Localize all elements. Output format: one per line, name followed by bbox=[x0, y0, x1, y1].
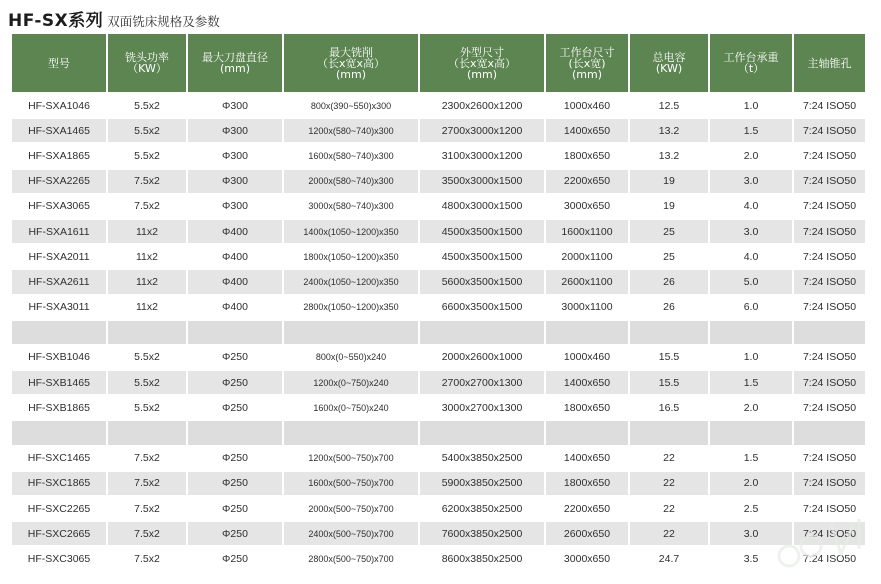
table-cell bbox=[12, 321, 106, 344]
table-row bbox=[12, 522, 865, 545]
table-cell: 4.0 bbox=[710, 195, 792, 218]
table-cell: 22 bbox=[630, 497, 708, 520]
table-cell: 13.2 bbox=[630, 119, 708, 142]
table-cell: 13.2 bbox=[630, 144, 708, 167]
spec-table bbox=[10, 32, 867, 573]
table-cell: 3100x3000x1200 bbox=[420, 144, 544, 167]
table-cell: 2.0 bbox=[710, 144, 792, 167]
separator-row bbox=[12, 421, 865, 444]
table-cell: Φ250 bbox=[188, 447, 282, 470]
table-cell bbox=[546, 421, 628, 444]
column-header bbox=[284, 34, 418, 92]
table-cell: 1600x1100 bbox=[546, 220, 628, 243]
table-cell: 2200x650 bbox=[546, 170, 628, 193]
table-cell: 5900x3850x2500 bbox=[420, 472, 544, 495]
table-cell: 6200x3850x2500 bbox=[420, 497, 544, 520]
column-header-line: (KW) bbox=[655, 62, 683, 75]
table-cell: Φ300 bbox=[188, 144, 282, 167]
table-cell: 3000x2700x1300 bbox=[420, 396, 544, 419]
table-row bbox=[12, 170, 865, 193]
table-row bbox=[12, 396, 865, 419]
column-header-line: （长x宽x高） bbox=[447, 56, 517, 70]
table-cell: 26 bbox=[630, 296, 708, 319]
table-row bbox=[12, 472, 865, 495]
table-cell: 7:24 ISO50 bbox=[794, 547, 865, 570]
table-cell: 7.5x2 bbox=[108, 447, 186, 470]
table-cell: 2000x(580~740)x300 bbox=[284, 170, 418, 193]
table-cell: 7:24 ISO50 bbox=[794, 195, 865, 218]
table-cell: HF-SXB1465 bbox=[12, 371, 106, 394]
table-cell bbox=[794, 421, 865, 444]
table-cell: 1.0 bbox=[710, 94, 792, 117]
table-cell: 1200x(580~740)x300 bbox=[284, 119, 418, 142]
table-cell: 1600x(580~740)x300 bbox=[284, 144, 418, 167]
table-cell: Φ250 bbox=[188, 371, 282, 394]
table-cell: 6600x3500x1500 bbox=[420, 296, 544, 319]
table-cell: 5.5x2 bbox=[108, 119, 186, 142]
table-cell: 15.5 bbox=[630, 346, 708, 369]
table-cell: 19 bbox=[630, 195, 708, 218]
table-cell: 7:24 ISO50 bbox=[794, 522, 865, 545]
table-cell: 3000x650 bbox=[546, 195, 628, 218]
table-cell: 1400x650 bbox=[546, 119, 628, 142]
table-cell bbox=[284, 421, 418, 444]
table-cell: 4500x3500x1500 bbox=[420, 245, 544, 268]
table-row bbox=[12, 195, 865, 218]
table-cell: 1200x(0~750)x240 bbox=[284, 371, 418, 394]
table-cell: 6.0 bbox=[710, 296, 792, 319]
table-cell: 2000x(500~750)x700 bbox=[284, 497, 418, 520]
table-cell: 5.5x2 bbox=[108, 94, 186, 117]
column-header bbox=[546, 34, 628, 92]
separator-row bbox=[12, 321, 865, 344]
table-cell: 1400x650 bbox=[546, 447, 628, 470]
table-cell: 2300x2600x1200 bbox=[420, 94, 544, 117]
table-cell: 3500x3000x1500 bbox=[420, 170, 544, 193]
table-cell: 7:24 ISO50 bbox=[794, 396, 865, 419]
table-cell: 7.5x2 bbox=[108, 522, 186, 545]
table-cell: HF-SXC2265 bbox=[12, 497, 106, 520]
table-cell: 5.5x2 bbox=[108, 346, 186, 369]
table-cell: 2800x(1050~1200)x350 bbox=[284, 296, 418, 319]
column-header-line: （长x宽x高） bbox=[316, 56, 386, 70]
table-cell: 16.5 bbox=[630, 396, 708, 419]
table-cell: 1800x650 bbox=[546, 144, 628, 167]
table-cell: 25 bbox=[630, 220, 708, 243]
table-cell: HF-SXA2265 bbox=[12, 170, 106, 193]
table-cell bbox=[546, 321, 628, 344]
table-cell bbox=[710, 421, 792, 444]
table-row bbox=[12, 547, 865, 570]
table-cell bbox=[108, 321, 186, 344]
column-header-line: 铣头功率 bbox=[125, 51, 169, 64]
table-cell: 7.5x2 bbox=[108, 497, 186, 520]
column-header-line: 最大刀盘直径 bbox=[202, 51, 268, 64]
column-header bbox=[794, 34, 865, 92]
column-header-line: 型号 bbox=[48, 56, 70, 70]
table-cell: 3000x(580~740)x300 bbox=[284, 195, 418, 218]
column-header-line: 最大铣削 bbox=[329, 45, 373, 59]
table-cell: 5600x3500x1500 bbox=[420, 270, 544, 293]
table-cell: 1000x460 bbox=[546, 346, 628, 369]
table-cell: 22 bbox=[630, 447, 708, 470]
table-cell: 1600x(500~750)x700 bbox=[284, 472, 418, 495]
table-cell: 3.0 bbox=[710, 170, 792, 193]
table-cell: 7:24 ISO50 bbox=[794, 245, 865, 268]
column-header bbox=[188, 34, 282, 92]
table-cell: 7:24 ISO50 bbox=[794, 296, 865, 319]
column-header bbox=[108, 34, 186, 92]
table-cell: 1.5 bbox=[710, 119, 792, 142]
table-cell: 7.5x2 bbox=[108, 472, 186, 495]
header-row bbox=[12, 34, 865, 92]
table-cell: 1600x(0~750)x240 bbox=[284, 396, 418, 419]
column-header-line: (mm) bbox=[219, 62, 250, 75]
table-cell: 2800x(500~750)x700 bbox=[284, 547, 418, 570]
table-cell: 4500x3500x1500 bbox=[420, 220, 544, 243]
table-cell: Φ400 bbox=[188, 296, 282, 319]
column-header bbox=[710, 34, 792, 92]
column-header-line: （t） bbox=[737, 62, 765, 75]
table-cell bbox=[794, 321, 865, 344]
table-cell: 5400x3850x2500 bbox=[420, 447, 544, 470]
table-cell: 19 bbox=[630, 170, 708, 193]
column-header-line: (mm) bbox=[335, 67, 366, 81]
table-cell: 3.0 bbox=[710, 522, 792, 545]
table-cell: HF-SXA1465 bbox=[12, 119, 106, 142]
table-row bbox=[12, 144, 865, 167]
table-cell: 7:24 ISO50 bbox=[794, 119, 865, 142]
table-cell: 1200x(500~750)x700 bbox=[284, 447, 418, 470]
page-title bbox=[8, 6, 220, 30]
table-cell: 11x2 bbox=[108, 270, 186, 293]
table-cell: 800x(0~550)x240 bbox=[284, 346, 418, 369]
table-cell: 25 bbox=[630, 245, 708, 268]
table-cell: 7600x3850x2500 bbox=[420, 522, 544, 545]
table-cell: 2600x1100 bbox=[546, 270, 628, 293]
table-cell: 22 bbox=[630, 472, 708, 495]
table-cell: 7:24 ISO50 bbox=[794, 170, 865, 193]
table-cell: Φ250 bbox=[188, 346, 282, 369]
table-cell: 5.5x2 bbox=[108, 144, 186, 167]
table-cell: HF-SXC3065 bbox=[12, 547, 106, 570]
table-row bbox=[12, 497, 865, 520]
series-subtitle: 双面铣床规格及参数 bbox=[107, 14, 220, 29]
table-cell: 11x2 bbox=[108, 296, 186, 319]
table-row bbox=[12, 296, 865, 319]
table-cell: 1.5 bbox=[710, 447, 792, 470]
table-cell: 12.5 bbox=[630, 94, 708, 117]
table-row bbox=[12, 220, 865, 243]
table-cell: Φ400 bbox=[188, 220, 282, 243]
table-row bbox=[12, 119, 865, 142]
table-cell: 2400x(1050~1200)x350 bbox=[284, 270, 418, 293]
column-header bbox=[12, 34, 106, 92]
table-cell: Φ400 bbox=[188, 270, 282, 293]
table-row bbox=[12, 447, 865, 470]
table-cell: 2.5 bbox=[710, 497, 792, 520]
table-cell: 7.5x2 bbox=[108, 170, 186, 193]
table-cell: 800x(390~550)x300 bbox=[284, 94, 418, 117]
column-header-line: (长x宽) bbox=[568, 56, 606, 70]
table-cell: 3.0 bbox=[710, 220, 792, 243]
table-cell bbox=[420, 321, 544, 344]
table-cell: 2700x2700x1300 bbox=[420, 371, 544, 394]
table-cell: 3.5 bbox=[710, 547, 792, 570]
table-cell: 22 bbox=[630, 522, 708, 545]
table-cell: 7:24 ISO50 bbox=[794, 270, 865, 293]
table-cell: HF-SXB1865 bbox=[12, 396, 106, 419]
table-cell: 7.5x2 bbox=[108, 547, 186, 570]
table-cell: 1800x(1050~1200)x350 bbox=[284, 245, 418, 268]
table-cell bbox=[284, 321, 418, 344]
table-cell: 3000x650 bbox=[546, 547, 628, 570]
table-cell bbox=[12, 421, 106, 444]
table-row bbox=[12, 94, 865, 117]
table-cell: 7:24 ISO50 bbox=[794, 346, 865, 369]
column-header bbox=[630, 34, 708, 92]
table-cell bbox=[630, 421, 708, 444]
column-header-line: (mm) bbox=[571, 67, 602, 81]
table-cell: 26 bbox=[630, 270, 708, 293]
table-cell: 8600x3850x2500 bbox=[420, 547, 544, 570]
table-cell: 7:24 ISO50 bbox=[794, 472, 865, 495]
table-cell: HF-SXA1865 bbox=[12, 144, 106, 167]
spec-table-header bbox=[12, 34, 865, 92]
column-header-line: 外型尺寸 bbox=[460, 45, 504, 59]
table-cell: 1800x650 bbox=[546, 396, 628, 419]
table-cell: 1400x(1050~1200)x350 bbox=[284, 220, 418, 243]
table-row bbox=[12, 270, 865, 293]
column-header-line: 工作台承重 bbox=[723, 51, 779, 64]
table-cell: 7:24 ISO50 bbox=[794, 144, 865, 167]
table-cell: Φ400 bbox=[188, 245, 282, 268]
table-cell: 1000x460 bbox=[546, 94, 628, 117]
column-header-line: （KW） bbox=[127, 62, 167, 75]
table-cell: 24.7 bbox=[630, 547, 708, 570]
table-cell: 5.0 bbox=[710, 270, 792, 293]
table-cell bbox=[188, 421, 282, 444]
table-cell: 2600x650 bbox=[546, 522, 628, 545]
table-cell: 2000x2600x1000 bbox=[420, 346, 544, 369]
table-cell: 5.5x2 bbox=[108, 396, 186, 419]
table-cell: Φ300 bbox=[188, 94, 282, 117]
table-cell: HF-SXB1046 bbox=[12, 346, 106, 369]
table-cell bbox=[630, 321, 708, 344]
column-header-line: 主轴锥孔 bbox=[807, 56, 852, 70]
table-cell: 7:24 ISO50 bbox=[794, 447, 865, 470]
table-cell: 11x2 bbox=[108, 245, 186, 268]
table-cell: Φ250 bbox=[188, 497, 282, 520]
table-cell bbox=[420, 421, 544, 444]
table-cell: 2.0 bbox=[710, 396, 792, 419]
table-cell: 7.5x2 bbox=[108, 195, 186, 218]
table-cell: HF-SXC1865 bbox=[12, 472, 106, 495]
table-cell bbox=[710, 321, 792, 344]
table-cell: 2.0 bbox=[710, 472, 792, 495]
column-header-line: 工作台尺寸 bbox=[559, 45, 615, 59]
table-cell: 15.5 bbox=[630, 371, 708, 394]
table-cell: HF-SXA3011 bbox=[12, 296, 106, 319]
table-cell: 5.5x2 bbox=[108, 371, 186, 394]
table-cell: 4800x3000x1500 bbox=[420, 195, 544, 218]
table-cell: HF-SXA3065 bbox=[12, 195, 106, 218]
spec-table-body bbox=[12, 94, 865, 571]
table-cell: HF-SXA2611 bbox=[12, 270, 106, 293]
table-cell: 1400x650 bbox=[546, 371, 628, 394]
table-cell: HF-SXC2665 bbox=[12, 522, 106, 545]
column-header bbox=[420, 34, 544, 92]
table-cell: 7:24 ISO50 bbox=[794, 371, 865, 394]
table-cell bbox=[108, 421, 186, 444]
column-header-line: (mm) bbox=[466, 67, 497, 81]
table-cell: 7:24 ISO50 bbox=[794, 94, 865, 117]
table-cell: Φ300 bbox=[188, 195, 282, 218]
table-cell: HF-SXA1046 bbox=[12, 94, 106, 117]
table-cell: 1.5 bbox=[710, 371, 792, 394]
table-cell: Φ250 bbox=[188, 522, 282, 545]
series-title: HF-SX系列 bbox=[8, 11, 104, 31]
table-cell: 1800x650 bbox=[546, 472, 628, 495]
table-row bbox=[12, 346, 865, 369]
table-cell: 2400x(500~750)x700 bbox=[284, 522, 418, 545]
table-cell: 11x2 bbox=[108, 220, 186, 243]
table-cell bbox=[188, 321, 282, 344]
table-cell: Φ250 bbox=[188, 472, 282, 495]
table-cell: 1.0 bbox=[710, 346, 792, 369]
table-cell: 2000x1100 bbox=[546, 245, 628, 268]
table-cell: 4.0 bbox=[710, 245, 792, 268]
table-cell: 2700x3000x1200 bbox=[420, 119, 544, 142]
table-cell: 7:24 ISO50 bbox=[794, 220, 865, 243]
table-cell: Φ300 bbox=[188, 170, 282, 193]
table-cell: Φ250 bbox=[188, 547, 282, 570]
table-cell: HF-SXA1611 bbox=[12, 220, 106, 243]
table-cell: 3000x1100 bbox=[546, 296, 628, 319]
table-cell: Φ250 bbox=[188, 396, 282, 419]
table-cell: HF-SXA2011 bbox=[12, 245, 106, 268]
column-header-line: 总电容 bbox=[652, 51, 686, 64]
table-cell: Φ300 bbox=[188, 119, 282, 142]
table-cell: HF-SXC1465 bbox=[12, 447, 106, 470]
table-row bbox=[12, 245, 865, 268]
table-row bbox=[12, 371, 865, 394]
table-cell: 2200x650 bbox=[546, 497, 628, 520]
table-cell: 7:24 ISO50 bbox=[794, 497, 865, 520]
